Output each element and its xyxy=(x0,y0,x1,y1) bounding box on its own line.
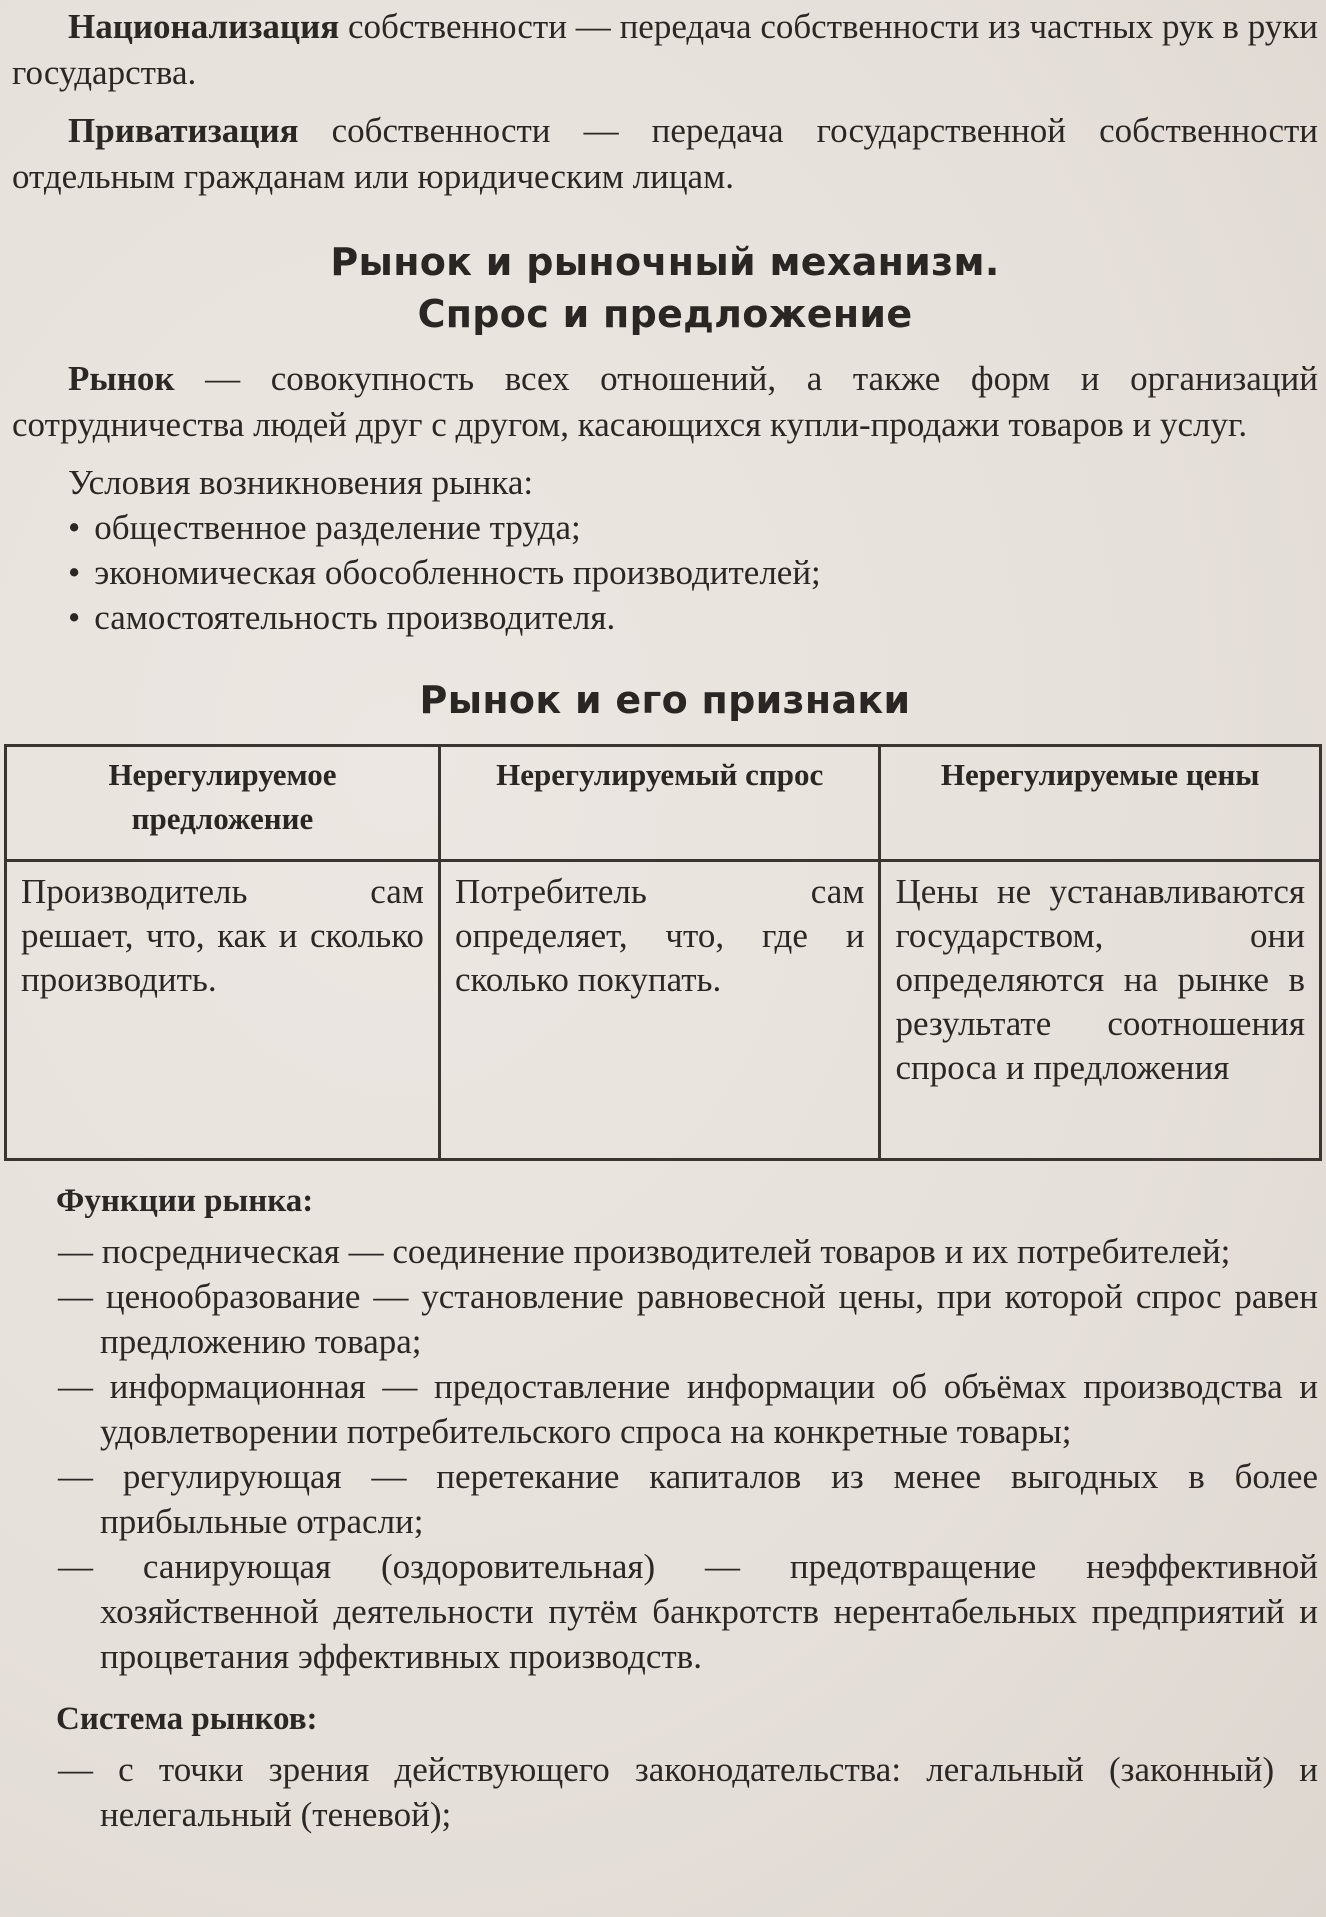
table-header-cell: Нерегулируемый спрос xyxy=(439,746,880,861)
list-item: — ценообразование — установление равновесной цены, при которой спрос равен предложению товара; xyxy=(20,1274,1318,1364)
list-item: • самостоятельность производителя. xyxy=(68,595,1318,640)
section-heading-line1: Рынок и рыночный механизм. xyxy=(330,240,1000,284)
section-heading-signs: Рынок и его признаки xyxy=(419,678,911,722)
system-title: Система рынков: xyxy=(56,1701,318,1737)
table-cell: Цены не устанавливаются государством, они определяются на рынке в результате соотношения спроса и предложения xyxy=(880,861,1321,1160)
table-row xyxy=(6,861,1321,1160)
market-definition: — совокупность всех отношений, а также форм и организаций сотрудничества людей друг с другом, касающихся купли-продажи товаров и услуг. xyxy=(12,359,1318,444)
list-item: — информационная — предоставление информации об объёмах производства и удовлетворении потребительского спроса на конкретные товары; xyxy=(20,1364,1318,1454)
section-heading-line2: Спрос и предложение xyxy=(417,292,913,336)
nationalization-paragraph xyxy=(12,4,1318,96)
list-item: • общественное разделение труда; xyxy=(68,505,1318,550)
list-item: • экономическая обособленность производителей; xyxy=(68,550,1318,595)
market-signs-table xyxy=(4,744,1322,1161)
market-term: Рынок xyxy=(68,359,175,398)
system-list xyxy=(12,1747,1318,1837)
functions-title: Функции рынка: xyxy=(56,1183,314,1219)
list-item: — санирующая (оздоровительная) — предотвращение неэффективной хозяйственной деятельности путём банкротств нерентабельных предприятий и процветания эффективных производств. xyxy=(20,1544,1318,1679)
functions-list xyxy=(12,1229,1318,1679)
market-paragraph xyxy=(12,356,1318,448)
table-header-cell: Нерегулируемые цены xyxy=(880,746,1321,861)
table-header-row xyxy=(6,746,1321,861)
nationalization-term: Национализация xyxy=(68,7,340,46)
privatization-term: Приватизация xyxy=(68,111,299,150)
nationalization-definition: собственности — передача собственности из частных рук в руки государства. xyxy=(12,7,1318,92)
privatization-paragraph xyxy=(12,108,1318,200)
conditions-intro: Условия возникновения рынка: xyxy=(68,463,534,502)
list-item: — регулирующая — перетекание капиталов из менее выгодных в более прибыльные отрасли; xyxy=(20,1454,1318,1544)
section-heading-market xyxy=(12,236,1318,340)
table-header-cell: Нерегулируемое предложение xyxy=(6,746,440,861)
table-cell: Производитель сам решает, что, как и сколько производить. xyxy=(6,861,440,1160)
list-item: — посредническая — соединение производителей товаров и их потребителей; xyxy=(20,1229,1318,1274)
list-item: — с точки зрения действующего законодательства: легальный (законный) и нелегальный (теневой); xyxy=(20,1747,1318,1837)
privatization-definition: собственности — передача государственной собственности отдельным гражданам или юридическим лицам. xyxy=(12,111,1318,196)
conditions-list xyxy=(12,505,1318,640)
table-cell: Потребитель сам определяет, что, где и сколько покупать. xyxy=(439,861,880,1160)
